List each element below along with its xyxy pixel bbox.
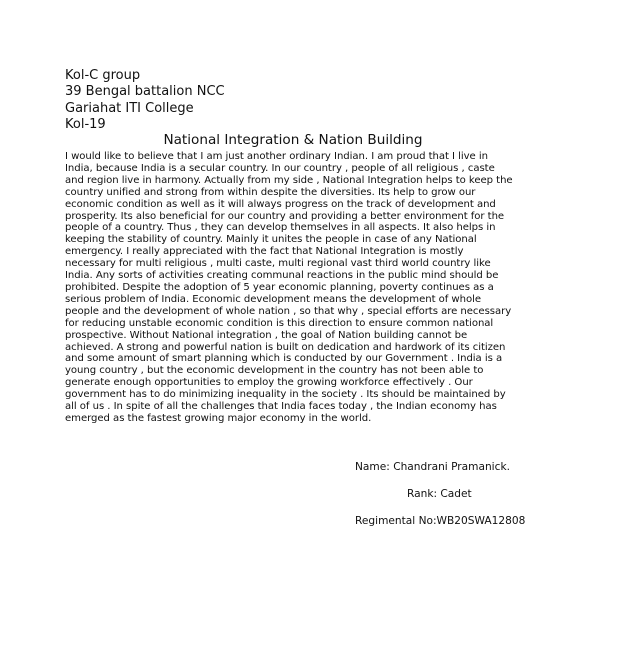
essay-line: people of a country. Thus , they can develop themselves in all aspects. It also helps in xyxy=(65,222,496,234)
essay-line: I would like to believe that I am just another ordinary Indian. I am proud that I live in xyxy=(65,151,488,162)
signature-rank: Rank: Cadet xyxy=(407,488,472,500)
essay-line: people and the development of whole nation , so that why , special efforts are necessary xyxy=(65,305,512,317)
essay-line: all of us . In spite of all the challenges that India faces today , the Indian economy has xyxy=(65,401,497,413)
essay-line: keeping the stability of country. Mainly it unites the people in case of any National xyxy=(65,234,477,246)
signature-name: Name: Chandrani Pramanick. xyxy=(355,461,510,473)
essay-line: emerged as the fastest growing major economy in the world. xyxy=(65,412,372,424)
essay-line: and some amount of smart planning which is conducted by our Government . India is a xyxy=(65,353,503,365)
essay-line: emergency. I really appreciated with the fact that National Integration is mostly xyxy=(65,246,464,258)
address-line-college: Gariahat ITI College xyxy=(65,100,194,116)
essay-line: economic condition as well as it will always progress on the track of development and xyxy=(65,198,496,210)
address-line-battalion: 39 Bengal battalion NCC xyxy=(65,84,225,100)
essay-line: young country , but the economic development in the country has not been able to xyxy=(65,365,484,377)
essay-line: country unified and strong from within despite the diversities. Its help to grow our xyxy=(65,186,476,198)
essay-body xyxy=(65,151,585,425)
essay-line: prospective. Without National integration , the goal of Nation building cannot be xyxy=(65,329,468,341)
essay-line: necessary for multi religious , multi caste, multi regional vast third world country like xyxy=(65,258,491,270)
essay-line: prohibited. Despite the adoption of 5 year economic planning, poverty continues as a xyxy=(65,281,494,293)
essay-line: serious problem of India. Economic development means the development of whole xyxy=(65,293,482,305)
essay-line: for reducing unstable economic condition is this direction to ensure common national xyxy=(65,317,494,329)
essay-line: generate enough opportunities to employ the growing workforce effectively . Our xyxy=(65,377,473,389)
essay-line: prosperity. Its also beneficial for our country and providing a better environment for the xyxy=(65,210,505,222)
address-line-city: Kol-19 xyxy=(65,117,106,133)
address-line-group: Kol-C group xyxy=(65,68,141,83)
document-title: National Integration & Nation Building xyxy=(163,132,423,148)
essay-line: India, because India is a secular country. In our country , people of all religious , caste xyxy=(65,162,495,174)
essay-line: and region live in harmony. Actually from my side , National Integration helps to keep the xyxy=(65,174,513,186)
signature-regimental-number: Regimental No:WB20SWA12808 xyxy=(355,515,526,527)
sender-address-block xyxy=(65,68,225,134)
essay-line: government has to do minimizing inequality in the society . Its should be maintained by xyxy=(65,389,506,401)
essay-line: India. Any sorts of activities creating communal reactions in the public mind should be xyxy=(65,270,499,282)
essay-line: achieved. A strong and powerful nation is built on dedication and hardwork of its citizen xyxy=(65,341,506,353)
